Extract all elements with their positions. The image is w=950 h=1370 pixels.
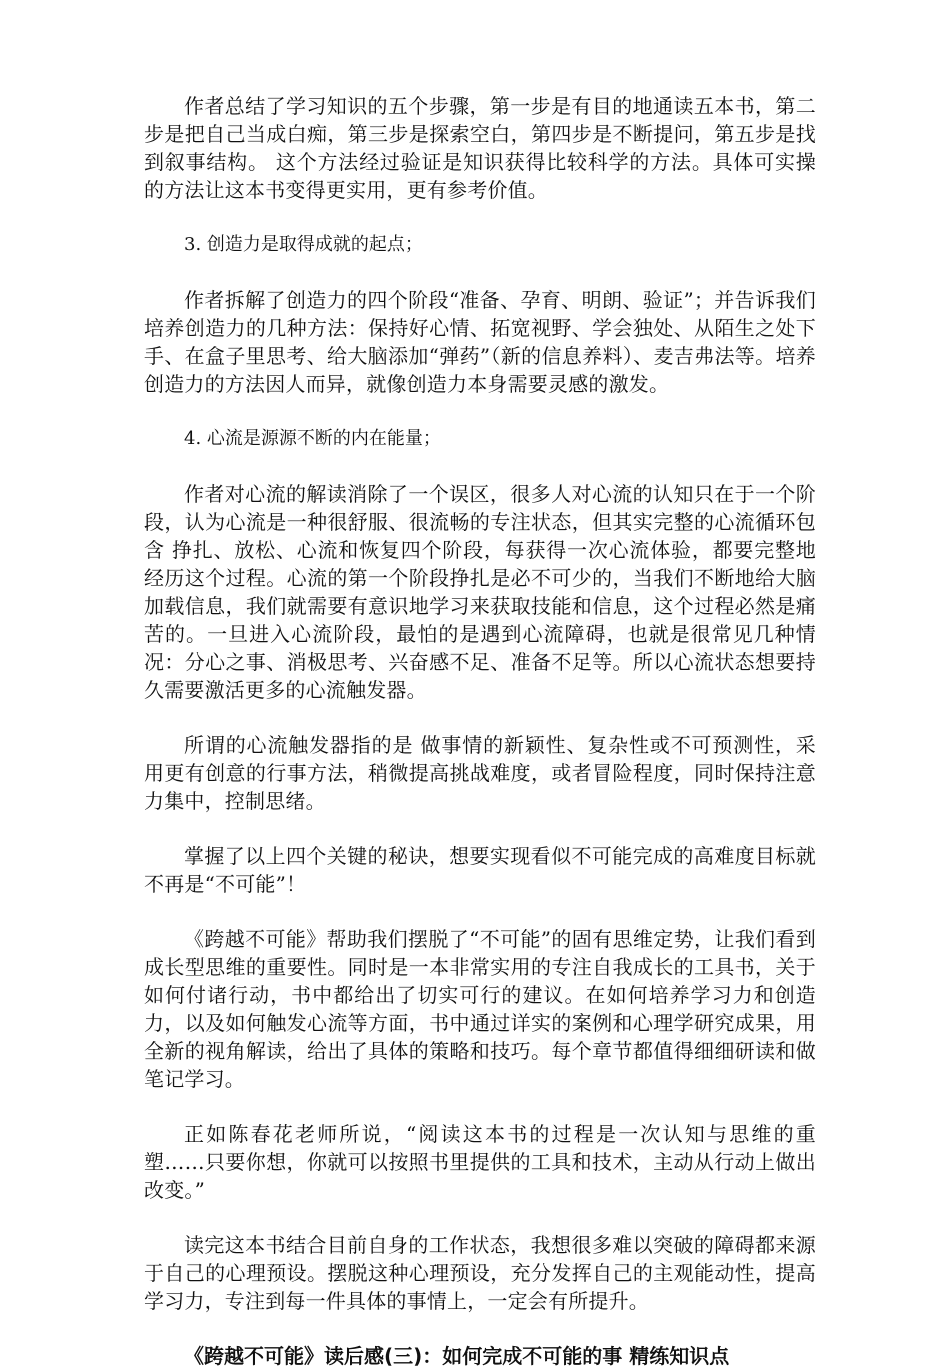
document-body bbox=[144, 92, 816, 1370]
paragraph-flow-triggers: 所谓的心流触发器指的是 做事情的新颖性、复杂性或不可预测性，采用更有创意的行事方法，稍微提高挑战难度，或者冒险程度，同时保持注意力集中，控制思绪。 bbox=[144, 733, 816, 813]
list-item-flow: 4. 心流是源源不断的内在能量； bbox=[184, 428, 441, 449]
paragraph-book-summary: 《跨越不可能》帮助我们摆脱了“不可能”的固有思维定势，让我们看到成长型思维的重要性。同时是一本非常实用的专注自我成长的工具书，关于如何付诸行动，书中都给出了切实可行的建议。在如何培养学习力和创造力，以及如何触发心流等方面，书中通过详实的案例和心理学研究成果，用全新的视角解读，给出了具体的策略和技巧。每个章节都值得细细研读和做笔记学习。 bbox=[144, 927, 816, 1091]
paragraph-four-secrets: 掌握了以上四个关键的秘诀，想要实现看似不可能完成的高难度目标就不再是“不可能”！ bbox=[144, 844, 816, 896]
paragraph-reflection: 读完这本书结合目前自身的工作状态，我想很多难以突破的障碍都来源于自己的心理预设。摆脱这种心理预设，充分发挥自己的主观能动性，提高学习力，专注到每一件具体的事情上，一定会有所提升。 bbox=[144, 1233, 816, 1313]
section-heading: 《跨越不可能》读后感(三)：如何完成不可能的事 精练知识点 bbox=[184, 1344, 730, 1368]
paragraph-creativity: 作者拆解了创造力的四个阶段“准备、孕育、明朗、验证”；并告诉我们培养创造力的几种方法：保持好心情、拓宽视野、学会独处、从陌生之处下手、在盒子里思考、给大脑添加“弹药”（新的信息养料）、麦吉弗法等。培养创造力的方法因人而异，就像创造力本身需要灵感的激发。 bbox=[144, 288, 816, 396]
list-item-creativity: 3. 创造力是取得成就的起点； bbox=[184, 234, 423, 255]
paragraph-quote: 正如陈春花老师所说，“阅读这本书的过程是一次认知与思维的重塑……只要你想，你就可以按照书里提供的工具和技术，主动从行动上做出改变。” bbox=[144, 1122, 816, 1202]
paragraph-flow: 作者对心流的解读消除了一个误区，很多人对心流的认知只在于一个阶段，认为心流是一种很舒服、很流畅的专注状态，但其实完整的心流循环包含 挣扎、放松、心流和恢复四个阶段，每获得一次心流体验，都要完整地经历这个过程。心流的第一个阶段挣扎是必不可少的，当我们不断地给大脑加载信息，我们就需要有意识地学习来获取技能和信息，这个过程必然是痛苦的。一旦进入心流阶段，最怕的是遇到心流障碍，也就是很常见几种情况：分心之事、消极思考、兴奋感不足、准备不足等。所以心流状态想要持久需要激活更多的心流触发器。 bbox=[144, 482, 816, 702]
paragraph-learning-steps: 作者总结了学习知识的五个步骤，第一步是有目的地通读五本书，第二步是把自己当成白痴，第三步是探索空白，第四步是不断提问，第五步是找到叙事结构。 这个方法经过验证是知识获得比较科学的方法。具体可实操的方法让这本书变得更实用，更有参考价值。 bbox=[144, 94, 816, 202]
